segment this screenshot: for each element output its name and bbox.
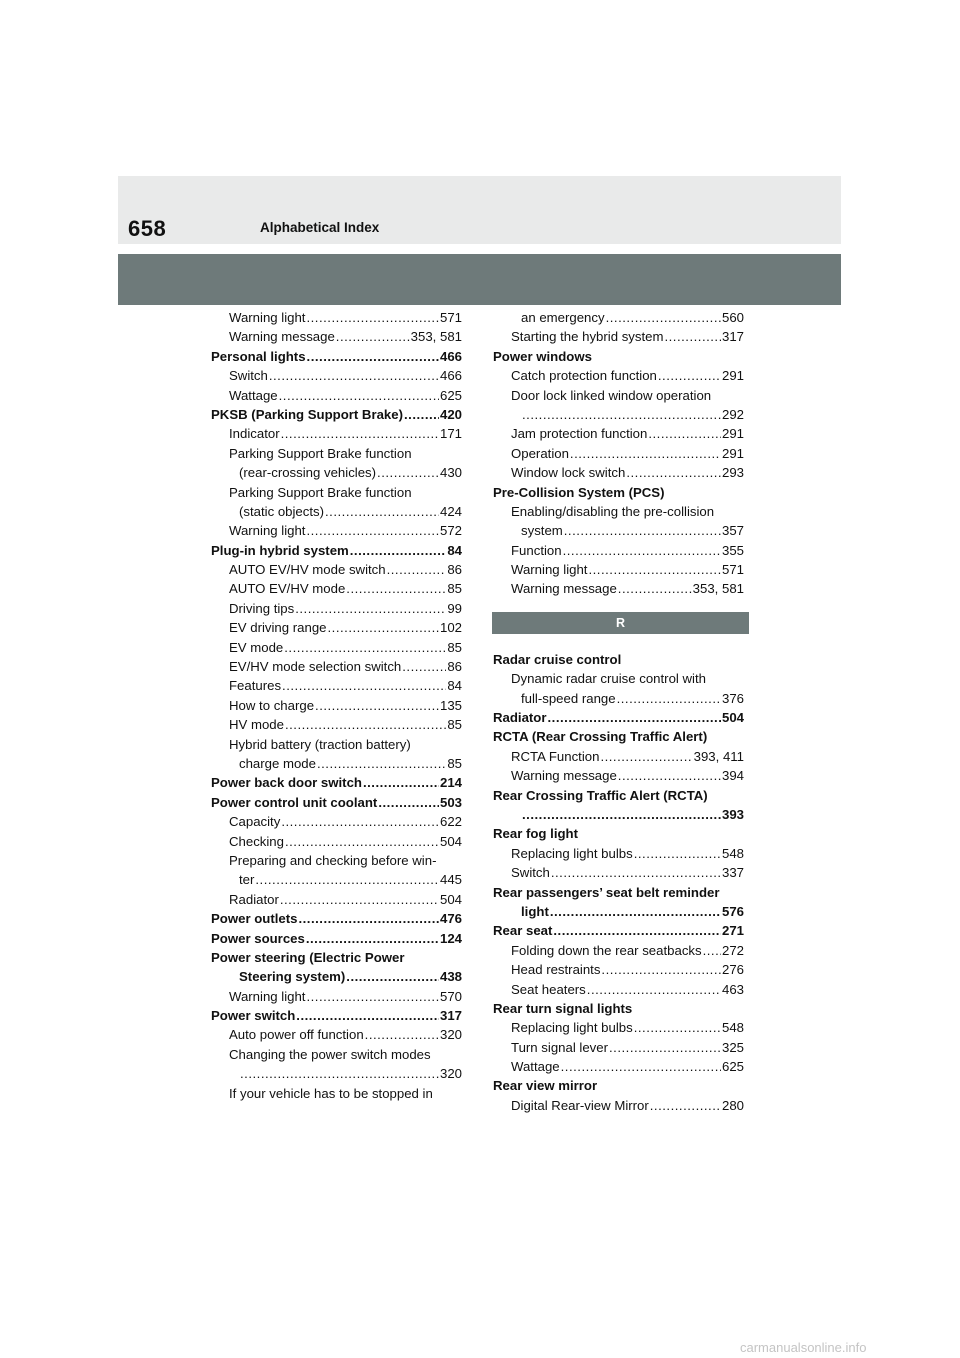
- dot-leader: [402, 657, 446, 676]
- entry-text: Parking Support Brake function: [229, 445, 412, 461]
- entry-text: AUTO EV/HV mode: [229, 581, 346, 597]
- entry-text: ter: [239, 872, 255, 888]
- entry-page: 320: [439, 1066, 462, 1082]
- entry-text: Warning message: [511, 581, 617, 597]
- index-entry: [493, 941, 744, 960]
- entry-page: 420: [439, 406, 462, 422]
- index-entry: [493, 327, 744, 346]
- entry-page: 625: [721, 1059, 744, 1075]
- entry-text: How to charge: [229, 697, 315, 713]
- entry-page: 124: [439, 930, 462, 946]
- index-entry: [493, 689, 744, 708]
- entry-text: Features: [229, 678, 282, 694]
- entry-text: light: [521, 903, 549, 919]
- entry-page: 393, 411: [693, 748, 744, 764]
- dot-leader: [306, 521, 439, 540]
- entry-page: 504: [439, 891, 462, 907]
- entry-text: Wattage: [229, 387, 278, 403]
- entry-page: 272: [721, 942, 744, 958]
- index-entry: [211, 773, 462, 792]
- entry-text: Jam protection function: [511, 426, 648, 442]
- index-entry: [493, 386, 744, 405]
- dot-leader: [564, 521, 721, 540]
- watermark: carmanualsonline.info: [740, 1340, 867, 1355]
- entry-page: 86: [447, 659, 462, 675]
- index-group-p: [493, 308, 744, 599]
- dot-leader: [296, 1006, 439, 1025]
- index-entry: [211, 463, 462, 482]
- entry-text: Warning light: [229, 310, 306, 325]
- entry-page: 84: [447, 678, 462, 694]
- dot-leader: [240, 1064, 439, 1083]
- index-entry: [211, 599, 462, 618]
- dot-leader: [664, 327, 721, 346]
- index-entry: [493, 502, 744, 521]
- dot-leader: [365, 1025, 439, 1044]
- dot-leader: [563, 541, 721, 560]
- entry-text: Parking Support Brake function: [229, 484, 412, 500]
- entry-page: 102: [439, 620, 462, 636]
- dot-leader: [325, 502, 439, 521]
- entry-text: Dynamic radar cruise control with: [511, 671, 706, 687]
- entry-text: Power switch: [211, 1008, 296, 1024]
- entry-text: Changing the power switch modes: [229, 1046, 431, 1062]
- index-entry: [493, 902, 744, 921]
- dot-leader: [609, 1038, 721, 1057]
- entry-text: (static objects): [239, 503, 325, 519]
- entry-page: 445: [439, 872, 462, 888]
- index-entry: [493, 347, 744, 366]
- index-entry: [493, 883, 744, 902]
- entry-text: Auto power off function: [229, 1027, 364, 1043]
- entry-page: 325: [721, 1039, 744, 1055]
- dot-leader: [336, 327, 410, 346]
- entry-page: 504: [439, 833, 462, 849]
- index-entry: [211, 541, 462, 560]
- index-entry: [493, 405, 744, 424]
- entry-page: 353, 581: [692, 581, 744, 597]
- index-entry: [211, 1064, 462, 1083]
- entry-page: 291: [721, 445, 744, 461]
- entry-text: Rear Crossing Traffic Alert (RCTA): [493, 787, 708, 803]
- entry-text: EV mode: [229, 639, 284, 655]
- dot-leader: [617, 689, 721, 708]
- entry-page: 576: [721, 903, 744, 919]
- entry-page: 214: [439, 775, 462, 791]
- entry-text: Seat heaters: [511, 981, 586, 997]
- dot-leader: [306, 987, 439, 1006]
- index-entry: [211, 812, 462, 831]
- entry-text: Power back door switch: [211, 775, 362, 791]
- entry-page: 271: [721, 923, 744, 939]
- dot-leader: [298, 909, 439, 928]
- index-entry: [211, 1006, 462, 1025]
- entry-text: Window lock switch: [511, 465, 626, 481]
- index-entry: [211, 929, 462, 948]
- entry-text: an emergency: [521, 310, 605, 325]
- entry-text: Replacing light bulbs: [511, 1020, 633, 1036]
- index-entry: [211, 1084, 462, 1103]
- dot-leader: [282, 676, 446, 695]
- index-entry: [211, 444, 462, 463]
- index-entry: [211, 638, 462, 657]
- index-entry: [493, 824, 744, 843]
- entry-text: EV driving range: [229, 620, 327, 636]
- index-entry: [493, 747, 744, 766]
- entry-page: 355: [721, 542, 744, 558]
- entry-text: Warning light: [229, 988, 306, 1004]
- dot-leader: [600, 747, 692, 766]
- entry-text: Wattage: [511, 1059, 560, 1075]
- entry-text: Function: [511, 542, 562, 558]
- entry-text: Operation: [511, 445, 569, 461]
- entry-page: 424: [439, 503, 462, 519]
- index-entry: [211, 715, 462, 734]
- index-entry: [493, 999, 744, 1018]
- entry-text: Radar cruise control: [493, 651, 622, 667]
- index-entry: [211, 696, 462, 715]
- dot-leader: [317, 754, 446, 773]
- entry-text: Power steering (Electric Power: [211, 949, 405, 965]
- entry-page: 503: [439, 794, 462, 810]
- entry-page: 85: [447, 581, 462, 597]
- entry-text: If your vehicle has to be stopped in: [229, 1085, 433, 1101]
- index-entry: [211, 424, 462, 443]
- dot-leader: [650, 1096, 721, 1115]
- entry-text: full-speed range: [521, 690, 616, 706]
- index-entry: [493, 786, 744, 805]
- entry-page: 570: [439, 988, 462, 1004]
- entry-page: 393: [721, 806, 744, 822]
- index-entry: [211, 987, 462, 1006]
- dot-leader: [346, 967, 439, 986]
- entry-text: (rear-crossing vehicles): [239, 465, 377, 481]
- entry-page: 293: [721, 465, 744, 481]
- index-entry: [211, 754, 462, 773]
- index-entry: [493, 366, 744, 385]
- entry-text: Warning message: [511, 768, 617, 784]
- entry-page: 571: [439, 310, 462, 325]
- dot-leader: [588, 560, 721, 579]
- entry-text: Enabling/disabling the pre-collision: [511, 503, 715, 519]
- index-entry: [493, 521, 744, 540]
- entry-page: 291: [721, 426, 744, 442]
- index-entry: [493, 766, 744, 785]
- entry-text: Power windows: [493, 348, 592, 364]
- index-entry: [211, 521, 462, 540]
- index-entry: [211, 483, 462, 502]
- page-header: [118, 176, 841, 244]
- entry-text: Rear seat: [493, 923, 553, 939]
- index-entry: [211, 676, 462, 695]
- index-entry: [493, 805, 744, 824]
- page-number: 658: [128, 216, 167, 241]
- dot-leader: [315, 696, 439, 715]
- dot-leader: [285, 715, 446, 734]
- dot-leader: [295, 599, 446, 618]
- index-entry: [211, 870, 462, 889]
- index-entry: [211, 948, 462, 967]
- index-entry: [211, 1045, 462, 1064]
- index-entry: [211, 967, 462, 986]
- entry-text: Warning message: [229, 329, 335, 345]
- index-column-right: [493, 308, 744, 1115]
- index-entry: [211, 308, 462, 327]
- entry-page: 85: [447, 755, 462, 771]
- dot-leader: [548, 708, 721, 727]
- dot-leader: [306, 929, 439, 948]
- dot-leader: [550, 902, 721, 921]
- dot-leader: [522, 805, 721, 824]
- index-entry: [493, 960, 744, 979]
- dot-leader: [328, 618, 439, 637]
- entry-page: 394: [721, 768, 744, 784]
- index-entry: [493, 541, 744, 560]
- entry-page: 625: [439, 387, 462, 403]
- dot-leader: [551, 863, 721, 882]
- index-entry: [493, 844, 744, 863]
- dot-leader: [618, 579, 692, 598]
- index-entry: [493, 1057, 744, 1076]
- entry-text: Pre-Collision System (PCS): [493, 484, 665, 500]
- dot-leader: [634, 844, 721, 863]
- index-entry: [493, 463, 744, 482]
- index-entry: [493, 424, 744, 443]
- entry-text: Catch protection function: [511, 368, 657, 384]
- entry-page: 86: [447, 562, 462, 578]
- entry-page: 476: [439, 911, 462, 927]
- entry-text: Power control unit coolant: [211, 794, 378, 810]
- entry-text: Personal lights: [211, 348, 306, 364]
- entry-text: Warning light: [511, 562, 588, 578]
- entry-page: 337: [721, 865, 744, 881]
- index-entry: [493, 669, 744, 688]
- entry-text: system: [521, 523, 563, 539]
- dot-leader: [587, 980, 721, 999]
- index-entry: [493, 921, 744, 940]
- dot-leader: [350, 541, 447, 560]
- entry-text: Rear view mirror: [493, 1078, 598, 1094]
- index-entry: [211, 909, 462, 928]
- index-entry: [493, 1038, 744, 1057]
- dot-leader: [279, 386, 439, 405]
- index-entry: [211, 890, 462, 909]
- entry-text: Folding down the rear seatbacks: [511, 942, 702, 958]
- dot-leader: [285, 832, 439, 851]
- entry-page: 320: [439, 1027, 462, 1043]
- entry-page: 85: [447, 639, 462, 655]
- entry-page: 276: [721, 962, 744, 978]
- entry-text: Hybrid battery (traction battery): [229, 736, 411, 752]
- index-entry: [211, 405, 462, 424]
- dot-leader: [404, 405, 439, 424]
- entry-page: 466: [439, 348, 462, 364]
- index-entry: [493, 1018, 744, 1037]
- entry-text: Warning light: [229, 523, 306, 539]
- index-entry: [493, 1076, 744, 1095]
- entry-page: 84: [447, 542, 462, 558]
- entry-text: Turn signal lever: [511, 1039, 608, 1055]
- entry-text: Radiator: [229, 891, 279, 907]
- index-entry: [211, 366, 462, 385]
- dot-leader: [284, 638, 446, 657]
- index-entry: [493, 727, 744, 746]
- dot-leader: [553, 921, 721, 940]
- index-entry: [211, 793, 462, 812]
- entry-text: Digital Rear-view Mirror: [511, 1097, 649, 1113]
- entry-text: Radiator: [493, 710, 547, 726]
- entry-page: 357: [721, 523, 744, 539]
- index-entry: [211, 579, 462, 598]
- dot-leader: [281, 812, 439, 831]
- entry-page: 85: [447, 717, 462, 733]
- entry-page: 438: [439, 969, 462, 985]
- dot-leader: [634, 1018, 721, 1037]
- entry-page: 430: [439, 465, 462, 481]
- dot-leader: [363, 773, 439, 792]
- entry-text: Switch: [229, 368, 268, 384]
- dot-leader: [307, 347, 439, 366]
- index-entry: [211, 347, 462, 366]
- entry-text: Power outlets: [211, 911, 298, 927]
- index-entry: [211, 386, 462, 405]
- entry-page: 572: [439, 523, 462, 539]
- entry-text: Power sources: [211, 930, 305, 946]
- entry-page: 548: [721, 1020, 744, 1036]
- index-entry: [211, 851, 462, 870]
- entry-text: Rear fog light: [493, 826, 578, 842]
- entry-text: Plug-in hybrid system: [211, 542, 349, 558]
- dot-leader: [606, 308, 721, 327]
- section-title: Alphabetical Index: [260, 220, 380, 235]
- dot-leader: [255, 870, 439, 889]
- dot-leader: [561, 1057, 721, 1076]
- entry-text: Indicator: [229, 426, 280, 442]
- entry-text: HV mode: [229, 717, 284, 733]
- entry-text: Driving tips: [229, 600, 295, 616]
- index-entry: [211, 1025, 462, 1044]
- index-entry: [493, 560, 744, 579]
- entry-text: Switch: [511, 865, 550, 881]
- dot-leader: [269, 366, 439, 385]
- entry-page: 560: [721, 310, 744, 325]
- entry-page: 353, 581: [410, 329, 462, 345]
- dot-leader: [522, 405, 721, 424]
- index-entry: [211, 560, 462, 579]
- entry-page: 317: [721, 329, 744, 345]
- entry-text: PKSB (Parking Support Brake): [211, 406, 403, 422]
- dot-leader: [281, 424, 439, 443]
- entry-text: EV/HV mode selection switch: [229, 659, 402, 675]
- dot-leader: [601, 960, 721, 979]
- entry-text: RCTA (Rear Crossing Traffic Alert): [493, 729, 708, 745]
- index-entry: [493, 650, 744, 669]
- index-entry: [493, 863, 744, 882]
- entry-page: 571: [721, 562, 744, 578]
- dot-leader: [658, 366, 721, 385]
- entry-page: 463: [721, 981, 744, 997]
- entry-page: 292: [721, 406, 744, 422]
- dot-leader: [378, 793, 439, 812]
- index-entry: [211, 502, 462, 521]
- index-entry: [211, 327, 462, 346]
- index-entry: [493, 579, 744, 598]
- entry-text: Checking: [229, 833, 284, 849]
- entry-text: Head restraints: [511, 962, 601, 978]
- index-entry: [493, 1096, 744, 1115]
- index-entry: [211, 735, 462, 754]
- dot-leader: [570, 444, 721, 463]
- index-entry: [211, 832, 462, 851]
- entry-text: RCTA Function: [511, 748, 600, 764]
- entry-text: Steering system): [239, 969, 346, 985]
- entry-page: 548: [721, 845, 744, 861]
- entry-text: charge mode: [239, 755, 316, 771]
- dot-leader: [618, 766, 721, 785]
- entry-text: Rear passengers’ seat belt reminder: [493, 884, 720, 900]
- entry-page: 171: [439, 426, 462, 442]
- index-entry: [493, 980, 744, 999]
- entry-page: 504: [721, 710, 744, 726]
- entry-page: 317: [439, 1008, 462, 1024]
- entry-page: 135: [439, 697, 462, 713]
- entry-text: Rear turn signal lights: [493, 1000, 633, 1016]
- index-group-r: [493, 650, 744, 1115]
- index-entry: [493, 708, 744, 727]
- index-entry: [493, 483, 744, 502]
- section-letter-band: R: [492, 612, 749, 634]
- dot-leader: [346, 579, 446, 598]
- index-entry: [493, 444, 744, 463]
- entry-text: Capacity: [229, 814, 281, 830]
- entry-text: Door lock linked window operation: [511, 387, 712, 403]
- dot-leader: [306, 308, 439, 327]
- index-entry: [211, 618, 462, 637]
- entry-text: AUTO EV/HV mode switch: [229, 562, 386, 578]
- dot-leader: [280, 890, 439, 909]
- index-entry: [493, 308, 744, 327]
- entry-page: 99: [447, 600, 462, 616]
- entry-page: 466: [439, 368, 462, 384]
- entry-text: Preparing and checking before win-: [229, 852, 437, 868]
- entry-text: Starting the hybrid system: [511, 329, 664, 345]
- dot-leader: [648, 424, 721, 443]
- header-band: [118, 254, 841, 305]
- entry-page: 280: [721, 1097, 744, 1113]
- entry-page: 376: [721, 690, 744, 706]
- dot-leader: [703, 941, 721, 960]
- index-entry: [211, 657, 462, 676]
- index-column-left: [211, 308, 462, 1103]
- dot-leader: [626, 463, 721, 482]
- dot-leader: [387, 560, 447, 579]
- dot-leader: [377, 463, 439, 482]
- entry-page: 291: [721, 368, 744, 384]
- entry-page: 622: [439, 814, 462, 830]
- entry-text: Replacing light bulbs: [511, 845, 633, 861]
